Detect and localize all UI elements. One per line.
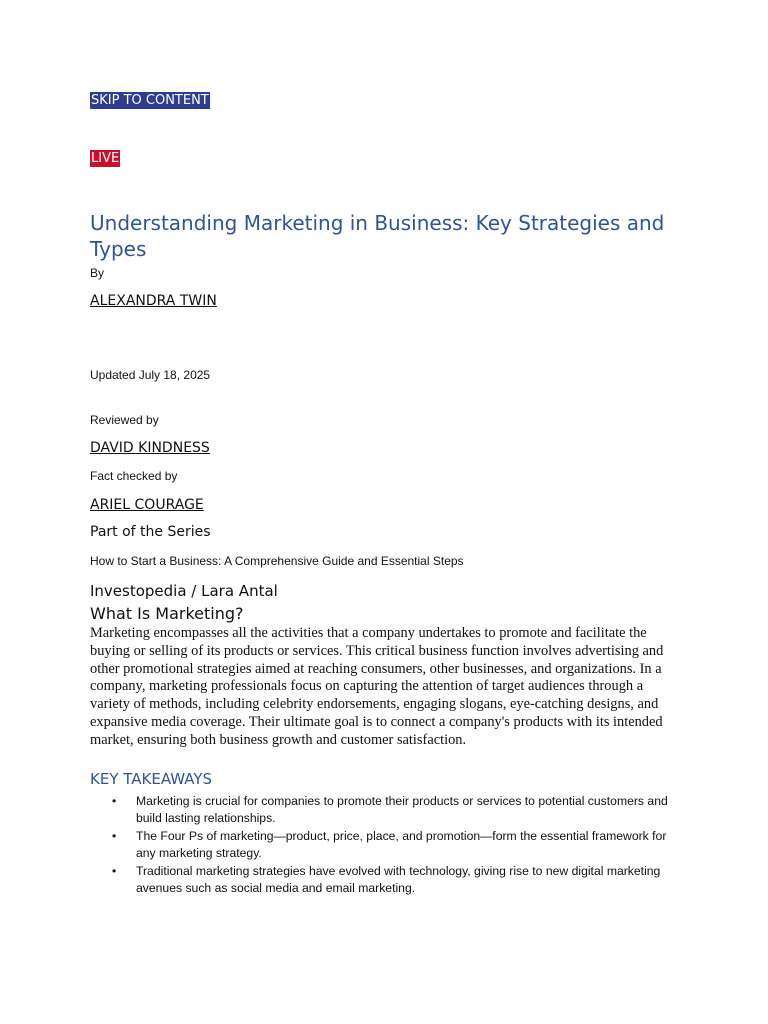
key-takeaways-heading: KEY TAKEAWAYS <box>90 770 213 788</box>
series-link[interactable]: How to Start a Business: A Comprehensive Guide and Essential Steps <box>90 554 464 568</box>
reviewed-by-label: Reviewed by <box>90 413 159 427</box>
image-credit: Investopedia / Lara Antal <box>90 582 278 600</box>
byline-label: By <box>90 266 105 280</box>
bullet-icon: • <box>112 829 117 843</box>
takeaway-text: Marketing is crucial for companies to promote their products or services to potential customers and build lasting relationships. <box>136 794 668 825</box>
fact-checked-label: Fact checked by <box>90 469 178 483</box>
bullet-icon: • <box>112 864 117 878</box>
series-label: Part of the Series <box>90 524 211 540</box>
body-paragraph: Marketing encompasses all the activities that a company undertakes to promote and facilitate the buying or selling of its products or services. This critical business function involves advertising and other promotional strategies aimed at reaching consumers, other businesses, and organizations. In a company, marketing professionals focus on capturing the attention of target audiences through a variety of methods, including celebrity endorsements, engaging slogans, eye-catching designs, and expansive media coverage. Their ultimate goal is to connect a company's products with its intended market, ensuring both business growth and customer satisfaction. <box>90 625 664 748</box>
takeaway-text: The Four Ps of marketing—product, price, place, and promotion—form the essential framework for any marketing strategy. <box>136 829 667 860</box>
list-item <box>90 828 680 862</box>
takeaway-text: Traditional marketing strategies have evolved with technology, giving rise to new digital marketing avenues such as social media and email marketing. <box>136 864 661 895</box>
key-takeaways-list <box>90 793 680 898</box>
live-badge[interactable]: LIVE <box>91 151 120 166</box>
reviewer-link[interactable]: DAVID KINDNESS <box>90 440 210 456</box>
fact-checker-link[interactable]: ARIEL COURAGE <box>90 497 204 513</box>
bullet-icon: • <box>112 794 117 808</box>
list-item <box>90 793 680 827</box>
article-title: Understanding Marketing in Business: Key Strategies and Types <box>90 211 665 261</box>
section-heading: What Is Marketing? <box>90 604 244 623</box>
skip-to-content-link[interactable]: SKIP TO CONTENT <box>91 93 209 108</box>
updated-date: Updated July 18, 2025 <box>90 368 211 382</box>
list-item <box>90 863 680 897</box>
author-link[interactable]: ALEXANDRA TWIN <box>90 293 217 309</box>
